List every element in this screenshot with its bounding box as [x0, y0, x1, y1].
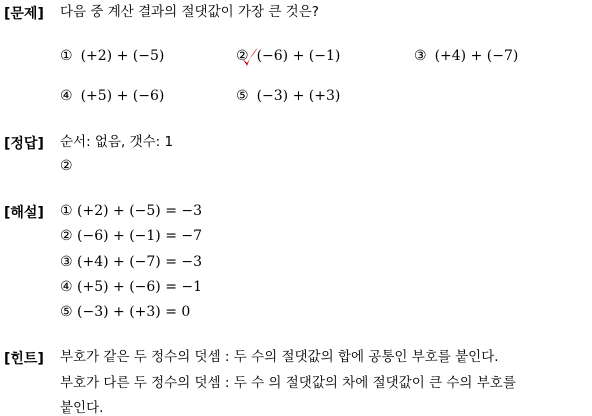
- solution-line: ⑤ (−3) + (+3) = 0: [60, 304, 191, 320]
- choice-1[interactable]: [60, 48, 164, 64]
- choice-number: ⑤: [236, 88, 249, 104]
- solution-line: ① (+2) + (−5) = −3: [60, 203, 203, 219]
- choice-expression: (−3) + (+3): [256, 88, 341, 104]
- solution-line: ② (−6) + (−1) = −7: [60, 228, 203, 244]
- choice-expression: (+5) + (−6): [80, 88, 165, 104]
- hint-line: 붙인다.: [60, 400, 104, 416]
- answer-meta: 순서: 없음, 갯수: 1: [60, 134, 174, 150]
- hint-line: 부호가 다른 두 정수의 덧셈 : 두 수 의 절댓값의 차에 절댓값이 큰 수의 부호를: [60, 375, 516, 391]
- choice-expression: (+4) + (−7): [434, 48, 519, 64]
- choice-number: ④: [60, 88, 73, 104]
- solution-line: ③ (+4) + (−7) = −3: [60, 254, 203, 270]
- solution-tag: [해설]: [4, 205, 44, 221]
- answer-value: ②: [60, 158, 73, 174]
- choice-3[interactable]: [414, 48, 518, 64]
- choice-expression: (−6) + (−1): [256, 48, 341, 64]
- hint-line: 부호가 같은 두 정수의 덧셈 : 두 수의 절댓값의 합에 공통인 부호를 붙인다.: [60, 349, 499, 365]
- problem-tag: [문제]: [4, 6, 44, 22]
- hint-tag: [힌트]: [4, 351, 44, 367]
- choice-expression: (+2) + (−5): [80, 48, 165, 64]
- choice-5[interactable]: [236, 88, 340, 104]
- choice-number: ①: [60, 48, 73, 64]
- question-text: 다음 중 계산 결과의 절댓값이 가장 큰 것은?: [60, 4, 319, 20]
- solution-line: ④ (+5) + (−6) = −1: [60, 279, 203, 295]
- choice-number: ③: [414, 48, 427, 64]
- choice-4[interactable]: [60, 88, 164, 104]
- checkmark-icon: [239, 47, 259, 69]
- answer-tag: [정답]: [4, 136, 44, 152]
- choice-number: ②: [236, 48, 249, 64]
